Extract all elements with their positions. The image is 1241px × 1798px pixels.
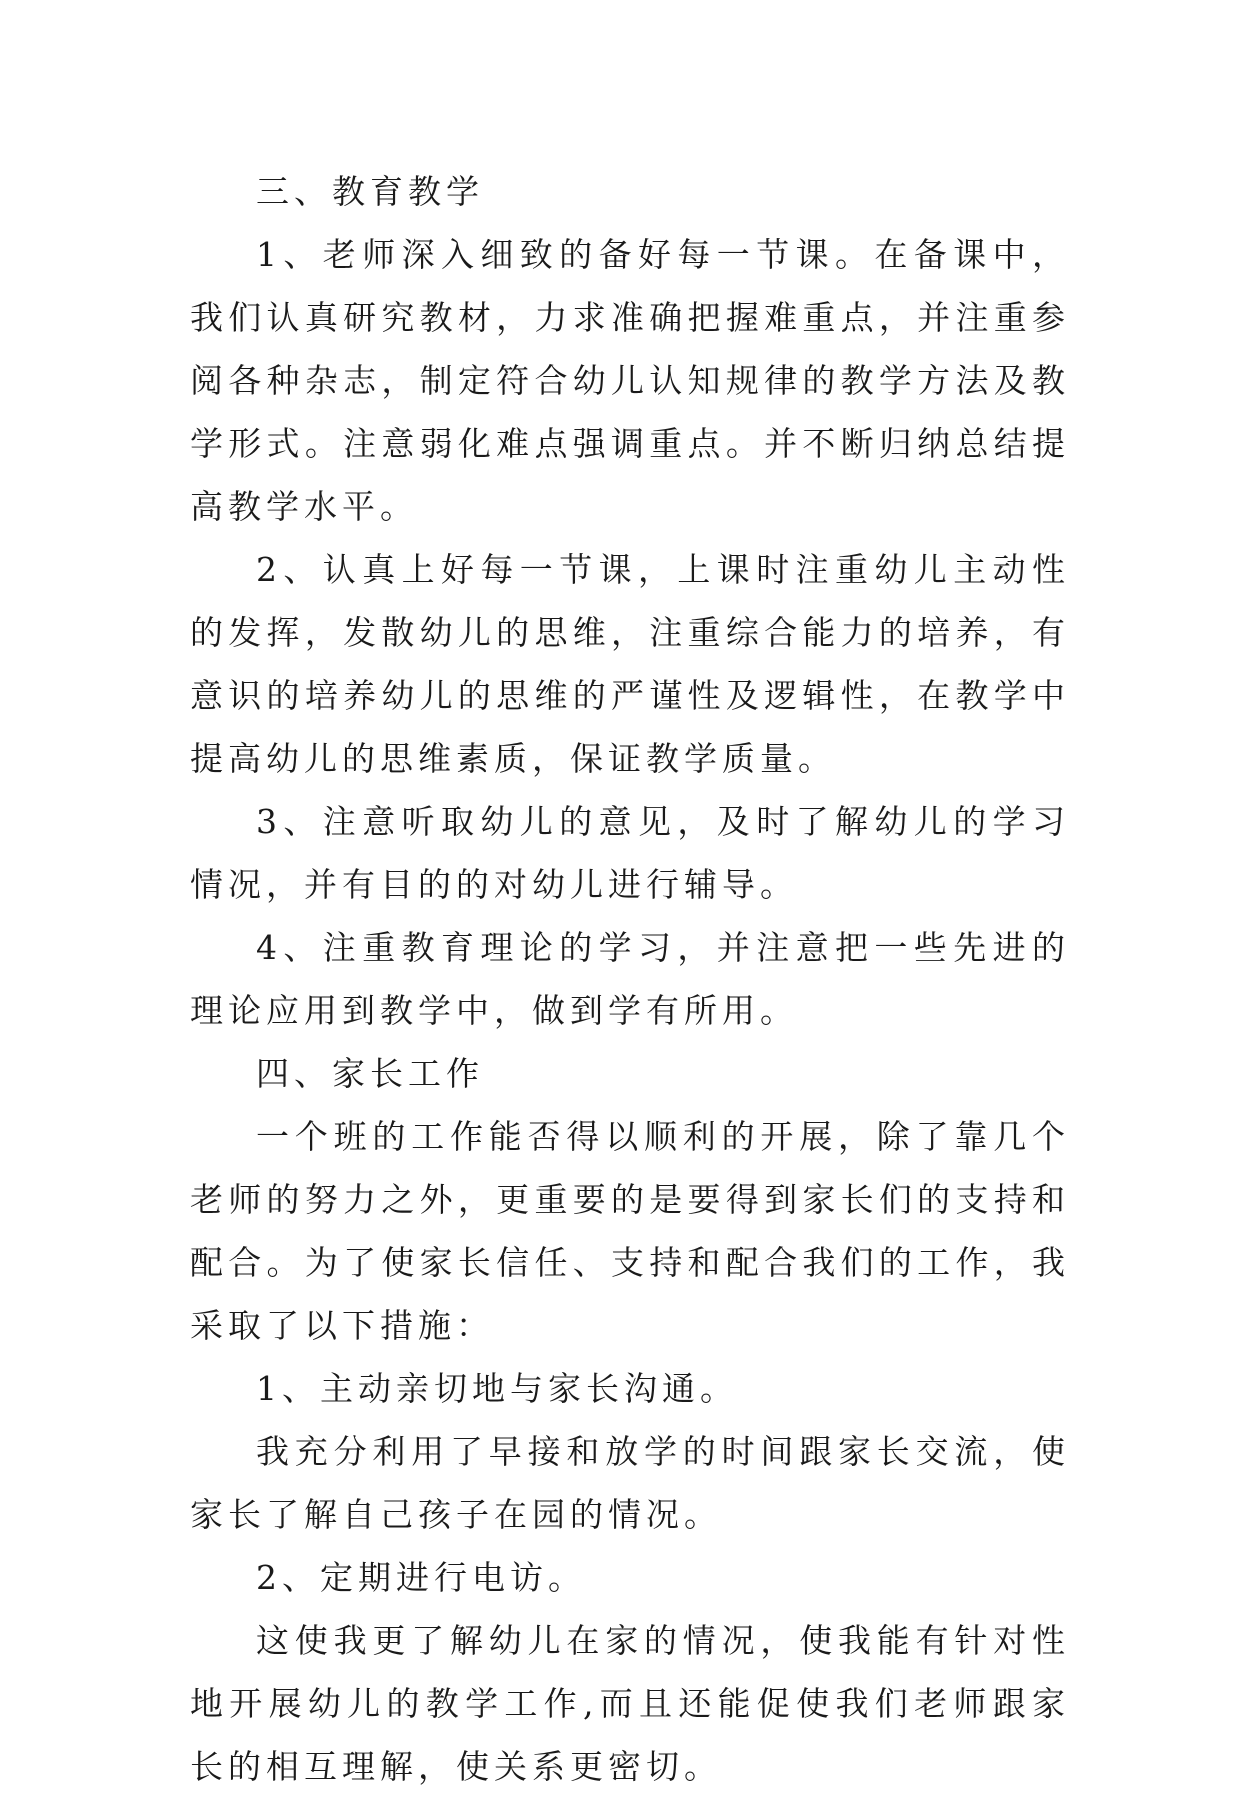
paragraph-measure-1-detail: 我充分利用了早接和放学的时间跟家长交流，使家长了解自己孩子在园的情况。 [190,1432,1070,1534]
paragraph-measure-2: 2、定期进行电访。 [256,1558,586,1597]
document-page [190,160,1070,1798]
paragraph-listening: 3、注意听取幼儿的意见，及时了解幼儿的学习情况，并有目的的对幼儿进行辅导。 [190,802,1070,904]
paragraph-theory: 4、注重教育理论的学习，并注意把一些先进的理论应用到教学中，做到学有所用。 [190,928,1070,1030]
section-heading-parents: 四、家长工作 [256,1054,484,1093]
paragraph-teaching: 2、认真上好每一节课，上课时注重幼儿主动性的发挥，发散幼儿的思维，注重综合能力的培养，有意识的培养幼儿的思维的严谨性及逻辑性，在教学中提高幼儿的思维素质，保证教学质量。 [190,550,1070,778]
paragraph-measure-1: 1、主动亲切地与家长沟通。 [256,1369,738,1408]
paragraph-lesson-prep: 1、老师深入细致的备好每一节课。在备课中，我们认真研究教材，力求准确把握难重点，并注重参阅各种杂志，制定符合幼儿认知规律的教学方法及教学形式。注意弱化难点强调重点。并不断归纳总结提高教学水平。 [190,235,1070,526]
paragraph-measure-2-detail: 这使我更了解幼儿在家的情况，使我能有针对性地开展幼儿的教学工作,而且还能促使我们老师跟家长的相互理解，使关系更密切。 [190,1621,1070,1786]
paragraph-parents-intro: 一个班的工作能否得以顺利的开展，除了靠几个老师的努力之外，更重要的是要得到家长们的支持和配合。为了使家长信任、支持和配合我们的工作，我采取了以下措施： [190,1117,1070,1345]
section-heading-education: 三、教育教学 [256,172,484,211]
